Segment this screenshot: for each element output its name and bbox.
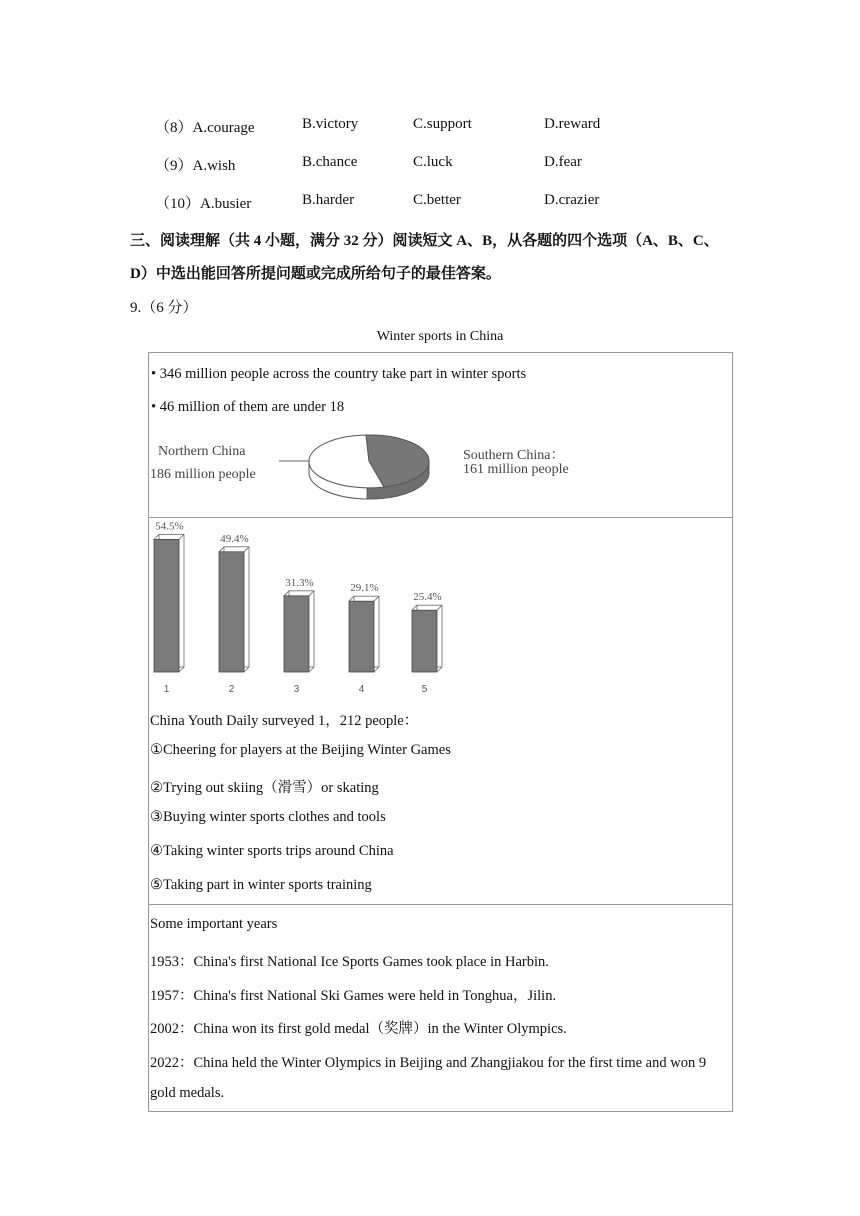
bar-edge xyxy=(284,591,289,596)
years-heading: Some important years xyxy=(150,916,278,932)
bar-category-label: 3 xyxy=(293,684,300,695)
bar-chart xyxy=(149,519,469,699)
year-item-2022: 2022：China held the Winter Olympics in Beijing and Zhangjiakou for the first time and won 9 xyxy=(150,1055,707,1071)
bar-edge xyxy=(309,667,314,672)
pie-label-southern-name: Southern China： xyxy=(463,448,565,463)
pie-label-northern-name: Northern China xyxy=(158,444,246,459)
option-row-9 xyxy=(0,154,860,176)
option-a: （8）A.courage xyxy=(155,120,255,136)
pie-chart xyxy=(269,433,469,503)
survey-item-1: ①Cheering for players at the Beijing Winter Games xyxy=(150,742,451,758)
option-row-8 xyxy=(0,116,860,138)
option-b: B.victory xyxy=(302,116,359,132)
option-b: B.chance xyxy=(302,154,358,170)
option-d: D.reward xyxy=(544,116,601,132)
row-divider xyxy=(149,517,732,518)
year-item-1957: 1957：China's first National Ski Games were held in Tonghua，Jilin. xyxy=(150,988,557,1004)
year-item-1953: 1953：China's first National Ice Sports Games took place in Harbin. xyxy=(150,954,549,970)
pie-label-northern-value: 186 million people xyxy=(150,467,256,482)
fact-1: • 346 million people across the country take part in winter sports xyxy=(151,366,527,382)
bar-value-label: 54.5% xyxy=(155,520,184,533)
bar-value-label: 25.4% xyxy=(413,591,442,604)
option-c: C.better xyxy=(413,192,461,208)
bar-edge xyxy=(437,667,442,672)
bar-category-label: 1 xyxy=(163,684,170,695)
bar-edge xyxy=(349,596,354,601)
year-item-2002: 2002：China won its first gold medal（奖牌）in the Winter Olympics. xyxy=(150,1021,567,1037)
option-d: D.crazier xyxy=(544,192,600,208)
bar-edge xyxy=(219,547,224,552)
bar-category-label: 4 xyxy=(358,684,365,695)
option-b: B.harder xyxy=(302,192,355,208)
year-item-2022-cont: gold medals. xyxy=(150,1085,225,1101)
bar-value-label: 29.1% xyxy=(350,582,379,595)
bar-value-label: 49.4% xyxy=(220,532,249,545)
section-heading-line1: 三、阅读理解（共 4 小题，满分 32 分）阅读短文 A、B，从各题的四个选项（A、B、C、 xyxy=(130,233,719,249)
option-row-10 xyxy=(0,192,860,214)
option-a: （9）A.wish xyxy=(155,158,236,174)
bar-5 xyxy=(412,610,437,672)
row-divider xyxy=(149,904,732,905)
bar-category-label: 5 xyxy=(421,684,428,695)
option-a: （10）A.busier xyxy=(155,196,252,212)
question-number: 9.（6 分） xyxy=(130,300,198,316)
bar-edge xyxy=(412,605,417,610)
bar-3 xyxy=(284,596,309,672)
bar-edge xyxy=(179,667,184,672)
survey-item-4: ④Taking winter sports trips around China xyxy=(150,843,394,859)
pie-label-southern-value: 161 million people xyxy=(463,462,569,477)
section-heading-line2: D）中选出能回答所提问题或完成所给句子的最佳答案。 xyxy=(130,266,501,282)
bar-4 xyxy=(349,601,374,672)
bar-category-label: 2 xyxy=(228,684,235,695)
survey-item-3: ③Buying winter sports clothes and tools xyxy=(150,809,386,825)
survey-item-5: ⑤Taking part in winter sports training xyxy=(150,877,372,893)
bar-edge xyxy=(154,534,159,539)
bar-edge xyxy=(374,667,379,672)
survey-intro: China Youth Daily surveyed 1，212 people： xyxy=(150,713,419,729)
option-c: C.luck xyxy=(413,154,453,170)
passage-table xyxy=(148,352,733,1112)
option-d: D.fear xyxy=(544,154,582,170)
bar-edge xyxy=(244,667,249,672)
option-c: C.support xyxy=(413,116,472,132)
bar-1 xyxy=(154,539,179,672)
passage-title: Winter sports in China xyxy=(376,329,504,344)
bar-2 xyxy=(219,552,244,672)
survey-item-2: ②Trying out skiing（滑雪）or skating xyxy=(150,780,379,796)
fact-2: • 46 million of them are under 18 xyxy=(151,399,345,415)
bar-value-label: 31.3% xyxy=(285,576,314,589)
